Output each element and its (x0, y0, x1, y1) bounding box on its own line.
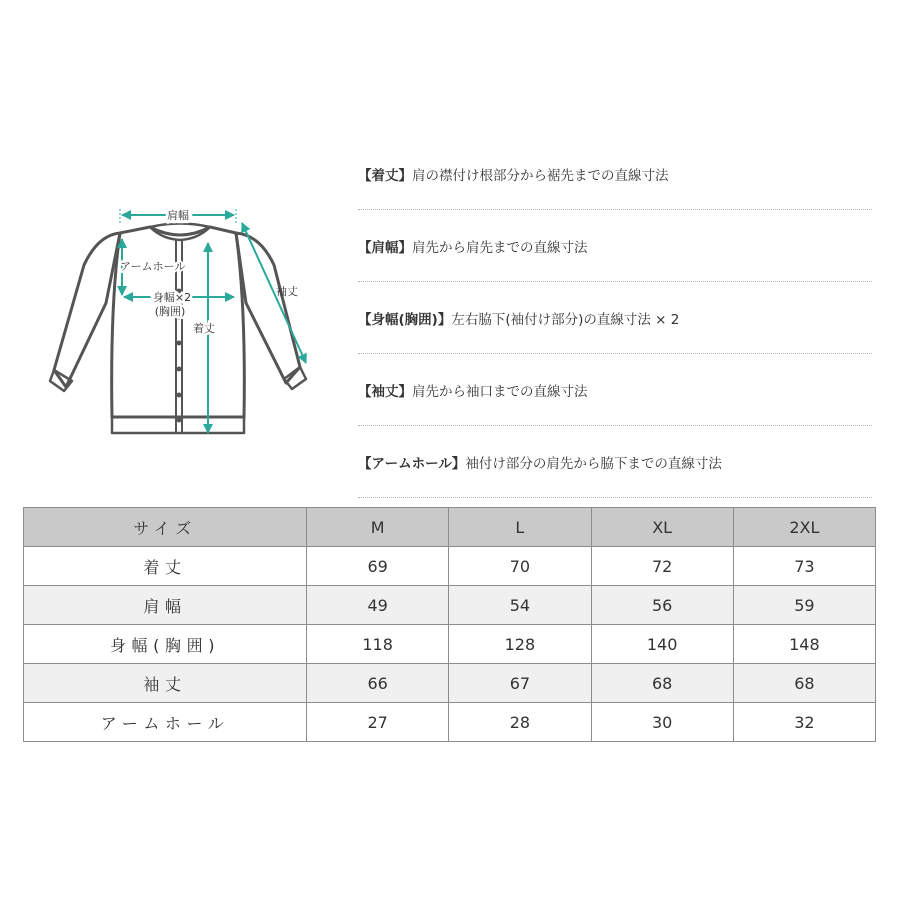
armhole-label: アームホール (120, 260, 186, 273)
row-label: アームホール (24, 703, 307, 742)
table-cell: 32 (733, 703, 875, 742)
definition-term: 【身幅(胸囲)】 (358, 311, 452, 328)
table-header-row (24, 508, 876, 547)
definition-term: 【肩幅】 (358, 239, 412, 256)
definition-desc: 肩先から袖口までの直線寸法 (412, 383, 588, 400)
header-m: M (307, 508, 449, 547)
row-label: 着丈 (24, 547, 307, 586)
table-row (24, 547, 876, 586)
jacket-outline (50, 224, 306, 434)
garment-measurement-diagram (40, 195, 330, 455)
row-label: 身幅(胸囲) (24, 625, 307, 664)
table-cell: 27 (307, 703, 449, 742)
table-cell: 49 (307, 586, 449, 625)
shoulder-label: 肩幅 (167, 209, 189, 222)
length-label: 着丈 (193, 322, 215, 335)
row-label: 肩幅 (24, 586, 307, 625)
definition-term: 【着丈】 (358, 167, 412, 184)
definition-armhole (358, 426, 872, 498)
table-cell: 28 (449, 703, 591, 742)
definition-desc: 袖付け部分の肩先から脇下までの直線寸法 (465, 455, 722, 472)
table-cell: 73 (733, 547, 875, 586)
table-cell: 148 (733, 625, 875, 664)
measurement-lines (120, 209, 306, 433)
table-cell: 54 (449, 586, 591, 625)
definition-desc: 左右脇下(袖付け部分)の直線寸法 × 2 (451, 311, 680, 328)
definition-sleeve (358, 354, 872, 426)
table-row (24, 625, 876, 664)
table-row (24, 703, 876, 742)
definition-term: 【アームホール】 (358, 455, 466, 472)
table-cell: 69 (307, 547, 449, 586)
row-label: 袖丈 (24, 664, 307, 703)
chest-label-line2: (胸囲) (154, 305, 186, 318)
table-cell: 70 (449, 547, 591, 586)
table-cell: 30 (591, 703, 733, 742)
table-cell: 118 (307, 625, 449, 664)
table-cell: 68 (591, 664, 733, 703)
table-row (24, 664, 876, 703)
definition-desc: 肩先から肩先までの直線寸法 (412, 239, 588, 256)
definition-length (358, 138, 872, 210)
sleeve-label: 袖丈 (276, 285, 298, 298)
table-cell: 140 (591, 625, 733, 664)
definition-chest (358, 282, 872, 354)
table-cell: 66 (307, 664, 449, 703)
definition-desc: 肩の襟付け根部分から裾先までの直線寸法 (412, 167, 669, 184)
header-xl: XL (591, 508, 733, 547)
table-row (24, 586, 876, 625)
header-2xl: 2XL (733, 508, 875, 547)
size-table (23, 507, 876, 742)
chest-label-line1: 身幅×2 (152, 291, 192, 304)
table-cell: 67 (449, 664, 591, 703)
table-cell: 59 (733, 586, 875, 625)
header-l: L (449, 508, 591, 547)
header-size: サイズ (24, 508, 307, 547)
table-cell: 72 (591, 547, 733, 586)
table-cell: 68 (733, 664, 875, 703)
measurement-definitions (358, 138, 872, 498)
definition-shoulder (358, 210, 872, 282)
table-cell: 128 (449, 625, 591, 664)
table-cell: 56 (591, 586, 733, 625)
definition-term: 【袖丈】 (358, 383, 412, 400)
